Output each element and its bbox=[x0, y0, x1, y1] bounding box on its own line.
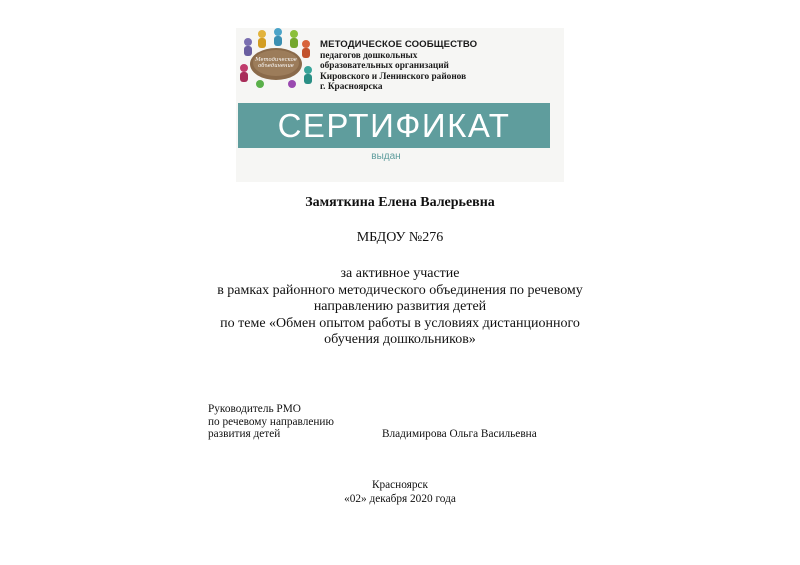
signatory-name: Владимирова Ольга Васильевна bbox=[382, 428, 537, 440]
certificate-title: СЕРТИФИКАТ bbox=[238, 103, 550, 148]
org-line: г. Красноярска bbox=[320, 82, 383, 93]
issue-date: «02» декабря 2020 года bbox=[344, 492, 456, 505]
reason-line: направлению развития детей bbox=[313, 299, 487, 314]
signatory-position bbox=[208, 403, 334, 441]
logo-text: Методическое bbox=[255, 57, 297, 63]
reason-line: по теме «Обмен опытом работы в условиях дистанционного bbox=[220, 315, 580, 331]
issued-label: выдан bbox=[371, 151, 401, 162]
award-reason bbox=[150, 266, 650, 349]
org-line: образовательных организаций bbox=[320, 61, 449, 72]
issue-place-date bbox=[250, 479, 550, 506]
position-line: развития детей bbox=[208, 428, 281, 440]
position-line: по речевому направлению bbox=[208, 415, 334, 428]
org-line: педагогов дошкольных bbox=[320, 50, 418, 61]
issue-city: Красноярск bbox=[371, 479, 429, 491]
recipient-school: МБДОУ №276 bbox=[356, 230, 444, 245]
org-line: МЕТОДИЧЕСКОЕ СООБЩЕСТВО bbox=[320, 39, 478, 50]
svg-text:объединение: объединение bbox=[258, 63, 294, 69]
round-table-people-icon bbox=[236, 28, 316, 94]
reason-line: в рамках районного методического объединения по речевому bbox=[217, 282, 583, 298]
organization-name bbox=[320, 40, 560, 93]
org-line: Кировского и Ленинского районов bbox=[320, 71, 467, 82]
position-line: Руководитель РМО bbox=[208, 403, 301, 415]
reason-line: обучения дошкольников» bbox=[324, 332, 476, 347]
certificate-header bbox=[236, 28, 564, 182]
reason-line: за активное участие bbox=[340, 266, 460, 281]
recipient-name: Замяткина Елена Валерьевна bbox=[305, 195, 495, 210]
